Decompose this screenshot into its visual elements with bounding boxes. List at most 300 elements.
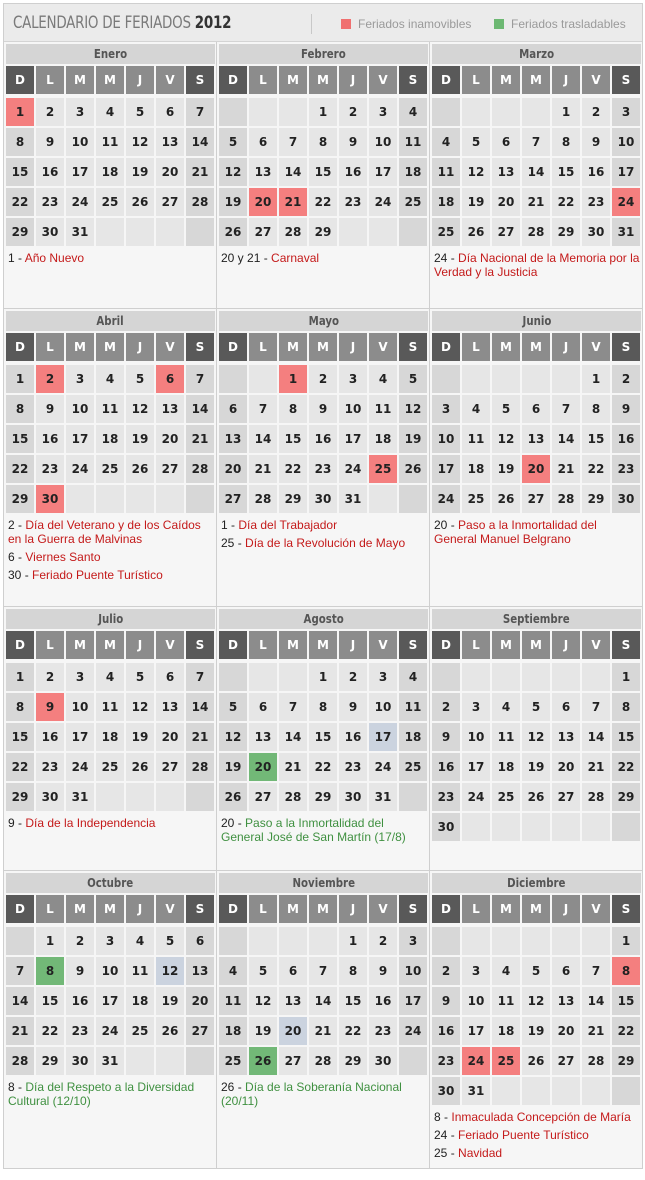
day-cell[interactable]: 14 bbox=[186, 128, 214, 156]
day-cell[interactable]: 11 bbox=[126, 957, 154, 985]
day-cell[interactable]: 2 bbox=[36, 98, 64, 126]
holiday-note-link[interactable]: Inmaculada Concepción de María bbox=[451, 1110, 631, 1124]
day-cell[interactable]: 18 bbox=[492, 1017, 520, 1045]
day-cell[interactable]: 18 bbox=[369, 425, 397, 453]
day-cell[interactable]: 11 bbox=[492, 987, 520, 1015]
day-cell[interactable]: 8 bbox=[6, 128, 34, 156]
day-cell-holiday[interactable]: 2 bbox=[36, 365, 64, 393]
day-cell[interactable]: 28 bbox=[552, 485, 580, 513]
day-cell[interactable]: 20 bbox=[156, 158, 184, 186]
day-cell[interactable]: 25 bbox=[126, 1017, 154, 1045]
day-cell[interactable]: 11 bbox=[96, 395, 124, 423]
day-cell[interactable]: 31 bbox=[66, 218, 94, 246]
day-cell[interactable]: 25 bbox=[96, 753, 124, 781]
day-cell[interactable]: 11 bbox=[96, 128, 124, 156]
day-cell[interactable]: 12 bbox=[219, 723, 247, 751]
day-cell[interactable]: 20 bbox=[552, 1017, 580, 1045]
day-cell[interactable]: 3 bbox=[612, 98, 640, 126]
day-cell[interactable]: 23 bbox=[36, 455, 64, 483]
day-cell[interactable]: 2 bbox=[339, 98, 367, 126]
day-cell[interactable]: 19 bbox=[249, 1017, 277, 1045]
day-cell[interactable]: 26 bbox=[126, 753, 154, 781]
day-cell[interactable]: 18 bbox=[432, 188, 460, 216]
day-cell[interactable]: 2 bbox=[36, 663, 64, 691]
day-cell-holiday[interactable]: 20 bbox=[249, 753, 277, 781]
day-cell[interactable]: 26 bbox=[219, 218, 247, 246]
day-cell[interactable]: 29 bbox=[612, 1047, 640, 1075]
day-cell[interactable]: 7 bbox=[522, 128, 550, 156]
day-cell[interactable]: 14 bbox=[582, 987, 610, 1015]
day-cell[interactable]: 11 bbox=[492, 723, 520, 751]
day-cell[interactable]: 19 bbox=[219, 188, 247, 216]
day-cell[interactable]: 5 bbox=[126, 98, 154, 126]
day-cell[interactable]: 27 bbox=[186, 1017, 214, 1045]
day-cell[interactable]: 15 bbox=[36, 987, 64, 1015]
day-cell[interactable]: 4 bbox=[96, 365, 124, 393]
day-cell[interactable]: 10 bbox=[399, 957, 427, 985]
day-cell[interactable]: 10 bbox=[339, 395, 367, 423]
day-cell[interactable]: 5 bbox=[219, 693, 247, 721]
day-cell[interactable]: 28 bbox=[249, 485, 277, 513]
day-cell[interactable]: 23 bbox=[309, 455, 337, 483]
day-cell[interactable]: 11 bbox=[96, 693, 124, 721]
day-cell[interactable]: 4 bbox=[399, 663, 427, 691]
day-cell[interactable]: 9 bbox=[432, 987, 460, 1015]
day-cell[interactable]: 5 bbox=[249, 957, 277, 985]
day-cell[interactable]: 7 bbox=[186, 663, 214, 691]
holiday-note-link[interactable]: Carnaval bbox=[271, 251, 320, 265]
day-cell[interactable]: 9 bbox=[309, 395, 337, 423]
day-cell[interactable]: 23 bbox=[36, 188, 64, 216]
day-cell[interactable]: 1 bbox=[552, 98, 580, 126]
day-cell-holiday[interactable]: 8 bbox=[612, 957, 640, 985]
day-cell[interactable]: 20 bbox=[186, 987, 214, 1015]
day-cell[interactable]: 4 bbox=[462, 395, 490, 423]
day-cell[interactable]: 4 bbox=[96, 663, 124, 691]
day-cell[interactable]: 31 bbox=[96, 1047, 124, 1075]
day-cell[interactable]: 22 bbox=[339, 1017, 367, 1045]
day-cell[interactable]: 17 bbox=[66, 425, 94, 453]
day-cell[interactable]: 13 bbox=[156, 693, 184, 721]
day-cell[interactable]: 23 bbox=[369, 1017, 397, 1045]
holiday-note-link[interactable]: Paso a la Inmortalidad del General Manuel Belgrano bbox=[434, 518, 597, 546]
day-cell[interactable]: 18 bbox=[126, 987, 154, 1015]
day-cell[interactable]: 17 bbox=[66, 723, 94, 751]
day-cell[interactable]: 13 bbox=[522, 425, 550, 453]
day-cell[interactable]: 26 bbox=[492, 485, 520, 513]
day-cell[interactable]: 13 bbox=[249, 158, 277, 186]
day-cell[interactable]: 8 bbox=[6, 395, 34, 423]
day-cell[interactable]: 31 bbox=[369, 783, 397, 811]
day-cell[interactable]: 10 bbox=[96, 957, 124, 985]
day-cell[interactable]: 18 bbox=[96, 425, 124, 453]
day-cell-holiday[interactable]: 24 bbox=[462, 1047, 490, 1075]
day-cell[interactable]: 8 bbox=[552, 128, 580, 156]
day-cell[interactable]: 27 bbox=[156, 753, 184, 781]
day-cell[interactable]: 31 bbox=[612, 218, 640, 246]
day-cell[interactable]: 14 bbox=[279, 723, 307, 751]
day-cell[interactable]: 9 bbox=[432, 723, 460, 751]
day-cell[interactable]: 29 bbox=[309, 218, 337, 246]
day-cell[interactable]: 29 bbox=[279, 485, 307, 513]
day-cell[interactable]: 23 bbox=[66, 1017, 94, 1045]
day-cell[interactable]: 27 bbox=[552, 783, 580, 811]
day-cell[interactable]: 30 bbox=[36, 783, 64, 811]
day-cell[interactable]: 13 bbox=[552, 987, 580, 1015]
day-cell[interactable]: 14 bbox=[249, 425, 277, 453]
day-cell[interactable]: 8 bbox=[612, 693, 640, 721]
day-cell[interactable]: 18 bbox=[399, 158, 427, 186]
day-cell[interactable]: 7 bbox=[6, 957, 34, 985]
day-cell[interactable]: 3 bbox=[462, 957, 490, 985]
day-cell-holiday[interactable]: 30 bbox=[36, 485, 64, 513]
day-cell[interactable]: 9 bbox=[582, 128, 610, 156]
day-cell[interactable]: 9 bbox=[369, 957, 397, 985]
day-cell[interactable]: 18 bbox=[219, 1017, 247, 1045]
day-cell[interactable]: 22 bbox=[612, 1017, 640, 1045]
day-cell[interactable]: 22 bbox=[582, 455, 610, 483]
day-cell-holiday[interactable]: 1 bbox=[279, 365, 307, 393]
day-cell[interactable]: 17 bbox=[339, 425, 367, 453]
day-cell[interactable]: 1 bbox=[6, 663, 34, 691]
day-cell[interactable]: 28 bbox=[186, 455, 214, 483]
day-cell[interactable]: 17 bbox=[612, 158, 640, 186]
day-cell[interactable]: 31 bbox=[339, 485, 367, 513]
day-cell[interactable]: 11 bbox=[399, 128, 427, 156]
day-cell[interactable]: 21 bbox=[582, 1017, 610, 1045]
day-cell[interactable]: 15 bbox=[309, 723, 337, 751]
day-cell[interactable]: 21 bbox=[522, 188, 550, 216]
day-cell[interactable]: 25 bbox=[219, 1047, 247, 1075]
day-cell[interactable]: 21 bbox=[6, 1017, 34, 1045]
holiday-note-link[interactable]: Día de la Independencia bbox=[25, 816, 156, 830]
day-cell[interactable]: 12 bbox=[126, 693, 154, 721]
day-cell[interactable]: 13 bbox=[249, 723, 277, 751]
day-cell[interactable]: 25 bbox=[399, 753, 427, 781]
day-cell[interactable]: 12 bbox=[126, 395, 154, 423]
day-cell[interactable]: 21 bbox=[279, 753, 307, 781]
day-cell[interactable]: 28 bbox=[309, 1047, 337, 1075]
day-cell[interactable]: 25 bbox=[462, 485, 490, 513]
day-cell[interactable]: 21 bbox=[186, 158, 214, 186]
day-cell[interactable]: 6 bbox=[522, 395, 550, 423]
day-cell[interactable]: 20 bbox=[156, 723, 184, 751]
day-cell[interactable]: 5 bbox=[126, 663, 154, 691]
day-cell[interactable]: 16 bbox=[339, 723, 367, 751]
day-cell[interactable]: 8 bbox=[309, 693, 337, 721]
day-cell[interactable]: 2 bbox=[339, 663, 367, 691]
day-cell[interactable]: 6 bbox=[492, 128, 520, 156]
day-cell[interactable]: 30 bbox=[432, 813, 460, 841]
day-cell[interactable]: 14 bbox=[522, 158, 550, 186]
day-cell[interactable]: 12 bbox=[522, 987, 550, 1015]
day-cell[interactable]: 21 bbox=[186, 425, 214, 453]
day-cell[interactable]: 16 bbox=[432, 753, 460, 781]
day-cell[interactable]: 14 bbox=[552, 425, 580, 453]
day-cell[interactable]: 9 bbox=[339, 128, 367, 156]
day-cell[interactable]: 2 bbox=[66, 927, 94, 955]
day-cell[interactable]: 17 bbox=[462, 753, 490, 781]
day-cell[interactable]: 16 bbox=[432, 1017, 460, 1045]
day-cell[interactable]: 26 bbox=[399, 455, 427, 483]
day-cell[interactable]: 20 bbox=[219, 455, 247, 483]
day-cell[interactable]: 9 bbox=[612, 395, 640, 423]
holiday-note-link[interactable]: Feriado Puente Turístico bbox=[32, 568, 163, 582]
day-cell[interactable]: 6 bbox=[279, 957, 307, 985]
day-cell[interactable]: 15 bbox=[309, 158, 337, 186]
day-cell[interactable]: 29 bbox=[339, 1047, 367, 1075]
day-cell[interactable]: 5 bbox=[492, 395, 520, 423]
day-cell[interactable]: 6 bbox=[156, 663, 184, 691]
day-cell[interactable]: 22 bbox=[309, 188, 337, 216]
day-cell[interactable]: 27 bbox=[249, 783, 277, 811]
holiday-note-link[interactable]: Día de la Soberanía Nacional (20/11) bbox=[221, 1080, 402, 1108]
day-cell[interactable]: 13 bbox=[279, 987, 307, 1015]
day-cell[interactable]: 8 bbox=[582, 395, 610, 423]
day-cell[interactable]: 15 bbox=[582, 425, 610, 453]
day-cell-holiday[interactable]: 20 bbox=[522, 455, 550, 483]
day-cell[interactable]: 19 bbox=[399, 425, 427, 453]
day-cell[interactable]: 25 bbox=[399, 188, 427, 216]
day-cell[interactable]: 30 bbox=[339, 783, 367, 811]
day-cell[interactable]: 28 bbox=[279, 783, 307, 811]
day-cell[interactable]: 24 bbox=[432, 485, 460, 513]
day-cell[interactable]: 23 bbox=[339, 753, 367, 781]
day-cell[interactable]: 28 bbox=[582, 1047, 610, 1075]
day-cell[interactable]: 20 bbox=[552, 753, 580, 781]
day-cell[interactable]: 10 bbox=[66, 395, 94, 423]
day-cell[interactable]: 3 bbox=[96, 927, 124, 955]
day-cell[interactable]: 14 bbox=[582, 723, 610, 751]
day-cell[interactable]: 4 bbox=[126, 927, 154, 955]
day-cell[interactable]: 26 bbox=[462, 218, 490, 246]
day-cell[interactable]: 5 bbox=[399, 365, 427, 393]
day-cell-original-date[interactable]: 12 bbox=[156, 957, 184, 985]
day-cell[interactable]: 27 bbox=[156, 188, 184, 216]
day-cell[interactable]: 8 bbox=[309, 128, 337, 156]
day-cell[interactable]: 21 bbox=[552, 455, 580, 483]
day-cell[interactable]: 11 bbox=[432, 158, 460, 186]
day-cell[interactable]: 10 bbox=[369, 128, 397, 156]
day-cell[interactable]: 30 bbox=[66, 1047, 94, 1075]
day-cell-holiday[interactable]: 1 bbox=[6, 98, 34, 126]
day-cell[interactable]: 16 bbox=[582, 158, 610, 186]
day-cell[interactable]: 9 bbox=[36, 128, 64, 156]
day-cell[interactable]: 8 bbox=[6, 693, 34, 721]
day-cell[interactable]: 7 bbox=[582, 957, 610, 985]
day-cell[interactable]: 15 bbox=[612, 987, 640, 1015]
day-cell[interactable]: 24 bbox=[66, 753, 94, 781]
day-cell[interactable]: 27 bbox=[156, 455, 184, 483]
day-cell[interactable]: 7 bbox=[582, 693, 610, 721]
day-cell[interactable]: 19 bbox=[462, 188, 490, 216]
day-cell[interactable]: 27 bbox=[552, 1047, 580, 1075]
day-cell[interactable]: 19 bbox=[126, 425, 154, 453]
day-cell[interactable]: 15 bbox=[552, 158, 580, 186]
day-cell[interactable]: 12 bbox=[399, 395, 427, 423]
day-cell[interactable]: 22 bbox=[36, 1017, 64, 1045]
day-cell[interactable]: 13 bbox=[156, 395, 184, 423]
day-cell[interactable]: 15 bbox=[339, 987, 367, 1015]
day-cell[interactable]: 22 bbox=[279, 455, 307, 483]
day-cell[interactable]: 15 bbox=[6, 723, 34, 751]
day-cell[interactable]: 6 bbox=[552, 957, 580, 985]
day-cell[interactable]: 20 bbox=[492, 188, 520, 216]
day-cell[interactable]: 1 bbox=[612, 663, 640, 691]
day-cell[interactable]: 1 bbox=[582, 365, 610, 393]
day-cell[interactable]: 17 bbox=[369, 158, 397, 186]
day-cell[interactable]: 28 bbox=[522, 218, 550, 246]
day-cell[interactable]: 3 bbox=[66, 663, 94, 691]
day-cell[interactable]: 22 bbox=[6, 753, 34, 781]
day-cell[interactable]: 4 bbox=[96, 98, 124, 126]
day-cell[interactable]: 23 bbox=[612, 455, 640, 483]
day-cell[interactable]: 30 bbox=[369, 1047, 397, 1075]
day-cell[interactable]: 10 bbox=[612, 128, 640, 156]
day-cell[interactable]: 16 bbox=[369, 987, 397, 1015]
day-cell[interactable]: 26 bbox=[522, 783, 550, 811]
day-cell[interactable]: 29 bbox=[6, 783, 34, 811]
day-cell-original-date[interactable]: 17 bbox=[369, 723, 397, 751]
day-cell[interactable]: 8 bbox=[339, 957, 367, 985]
day-cell[interactable]: 18 bbox=[96, 723, 124, 751]
day-cell-holiday[interactable]: 24 bbox=[612, 188, 640, 216]
day-cell[interactable]: 29 bbox=[552, 218, 580, 246]
day-cell[interactable]: 28 bbox=[186, 753, 214, 781]
day-cell[interactable]: 3 bbox=[432, 395, 460, 423]
day-cell[interactable]: 23 bbox=[582, 188, 610, 216]
day-cell[interactable]: 28 bbox=[582, 783, 610, 811]
day-cell[interactable]: 4 bbox=[432, 128, 460, 156]
day-cell[interactable]: 16 bbox=[309, 425, 337, 453]
day-cell[interactable]: 16 bbox=[36, 425, 64, 453]
day-cell[interactable]: 16 bbox=[36, 723, 64, 751]
day-cell[interactable]: 28 bbox=[6, 1047, 34, 1075]
day-cell[interactable]: 30 bbox=[36, 218, 64, 246]
day-cell-holiday[interactable]: 20 bbox=[249, 188, 277, 216]
day-cell[interactable]: 14 bbox=[186, 693, 214, 721]
day-cell[interactable]: 1 bbox=[309, 663, 337, 691]
day-cell[interactable]: 26 bbox=[126, 188, 154, 216]
day-cell[interactable]: 3 bbox=[66, 98, 94, 126]
day-cell[interactable]: 17 bbox=[66, 158, 94, 186]
day-cell[interactable]: 3 bbox=[369, 663, 397, 691]
day-cell[interactable]: 24 bbox=[96, 1017, 124, 1045]
holiday-note-link[interactable]: Día Nacional de la Memoria por la Verdad y la Justicia bbox=[434, 251, 640, 279]
holiday-note-link[interactable]: Paso a la Inmortalidad del General José de San Martín (17/8) bbox=[221, 816, 406, 844]
day-cell[interactable]: 3 bbox=[339, 365, 367, 393]
day-cell[interactable]: 2 bbox=[309, 365, 337, 393]
day-cell[interactable]: 14 bbox=[6, 987, 34, 1015]
day-cell[interactable]: 24 bbox=[399, 1017, 427, 1045]
day-cell-holiday[interactable]: 8 bbox=[36, 957, 64, 985]
day-cell[interactable]: 5 bbox=[126, 365, 154, 393]
day-cell[interactable]: 14 bbox=[186, 395, 214, 423]
day-cell[interactable]: 27 bbox=[492, 218, 520, 246]
day-cell[interactable]: 1 bbox=[36, 927, 64, 955]
day-cell[interactable]: 7 bbox=[186, 98, 214, 126]
day-cell[interactable]: 19 bbox=[522, 1017, 550, 1045]
day-cell[interactable]: 9 bbox=[36, 395, 64, 423]
holiday-note-link[interactable]: Año Nuevo bbox=[24, 251, 85, 265]
holiday-note-link[interactable]: Día del Respeto a la Diversidad Cultural (12/10) bbox=[8, 1080, 195, 1108]
day-cell[interactable]: 2 bbox=[612, 365, 640, 393]
holiday-note-link[interactable]: Viernes Santo bbox=[25, 550, 101, 564]
day-cell[interactable]: 14 bbox=[309, 987, 337, 1015]
day-cell[interactable]: 22 bbox=[612, 753, 640, 781]
day-cell[interactable]: 27 bbox=[279, 1047, 307, 1075]
day-cell[interactable]: 13 bbox=[219, 425, 247, 453]
day-cell[interactable]: 4 bbox=[219, 957, 247, 985]
day-cell[interactable]: 19 bbox=[126, 723, 154, 751]
day-cell[interactable]: 23 bbox=[339, 188, 367, 216]
day-cell[interactable]: 15 bbox=[6, 158, 34, 186]
day-cell[interactable]: 6 bbox=[186, 927, 214, 955]
day-cell[interactable]: 13 bbox=[552, 723, 580, 751]
holiday-note-link[interactable]: Día del Veterano y de los Caídos en la Guerra de Malvinas bbox=[8, 518, 201, 546]
day-cell[interactable]: 24 bbox=[369, 188, 397, 216]
day-cell[interactable]: 18 bbox=[492, 753, 520, 781]
day-cell[interactable]: 29 bbox=[6, 218, 34, 246]
day-cell[interactable]: 5 bbox=[522, 693, 550, 721]
holiday-note-link[interactable]: Día de la Revolución de Mayo bbox=[245, 536, 406, 550]
day-cell[interactable]: 22 bbox=[552, 188, 580, 216]
day-cell[interactable]: 5 bbox=[219, 128, 247, 156]
day-cell[interactable]: 26 bbox=[156, 1017, 184, 1045]
day-cell[interactable]: 3 bbox=[66, 365, 94, 393]
day-cell[interactable]: 21 bbox=[186, 723, 214, 751]
day-cell[interactable]: 17 bbox=[96, 987, 124, 1015]
day-cell[interactable]: 12 bbox=[126, 128, 154, 156]
day-cell[interactable]: 30 bbox=[309, 485, 337, 513]
day-cell[interactable]: 1 bbox=[339, 927, 367, 955]
day-cell[interactable]: 17 bbox=[399, 987, 427, 1015]
day-cell-original-date[interactable]: 20 bbox=[279, 1017, 307, 1045]
day-cell[interactable]: 21 bbox=[309, 1017, 337, 1045]
day-cell[interactable]: 18 bbox=[96, 158, 124, 186]
day-cell[interactable]: 27 bbox=[522, 485, 550, 513]
day-cell-holiday[interactable]: 21 bbox=[279, 188, 307, 216]
day-cell[interactable]: 22 bbox=[309, 753, 337, 781]
day-cell[interactable]: 19 bbox=[126, 158, 154, 186]
day-cell[interactable]: 27 bbox=[249, 218, 277, 246]
day-cell[interactable]: 6 bbox=[249, 128, 277, 156]
day-cell[interactable]: 9 bbox=[339, 693, 367, 721]
day-cell[interactable]: 11 bbox=[219, 987, 247, 1015]
day-cell-holiday[interactable]: 26 bbox=[249, 1047, 277, 1075]
day-cell[interactable]: 3 bbox=[462, 693, 490, 721]
day-cell[interactable]: 7 bbox=[309, 957, 337, 985]
day-cell[interactable]: 30 bbox=[432, 1077, 460, 1105]
day-cell[interactable]: 6 bbox=[249, 693, 277, 721]
day-cell[interactable]: 6 bbox=[156, 98, 184, 126]
day-cell[interactable]: 1 bbox=[6, 365, 34, 393]
day-cell[interactable]: 13 bbox=[156, 128, 184, 156]
day-cell[interactable]: 19 bbox=[492, 455, 520, 483]
day-cell[interactable]: 10 bbox=[462, 987, 490, 1015]
day-cell[interactable]: 2 bbox=[582, 98, 610, 126]
day-cell[interactable]: 14 bbox=[279, 158, 307, 186]
day-cell[interactable]: 27 bbox=[219, 485, 247, 513]
day-cell[interactable]: 20 bbox=[156, 425, 184, 453]
day-cell[interactable]: 10 bbox=[66, 128, 94, 156]
day-cell[interactable]: 28 bbox=[279, 218, 307, 246]
day-cell[interactable]: 15 bbox=[6, 425, 34, 453]
holiday-note-link[interactable]: Feriado Puente Turístico bbox=[458, 1128, 589, 1142]
day-cell[interactable]: 3 bbox=[369, 98, 397, 126]
day-cell[interactable]: 4 bbox=[369, 365, 397, 393]
day-cell[interactable]: 10 bbox=[432, 425, 460, 453]
